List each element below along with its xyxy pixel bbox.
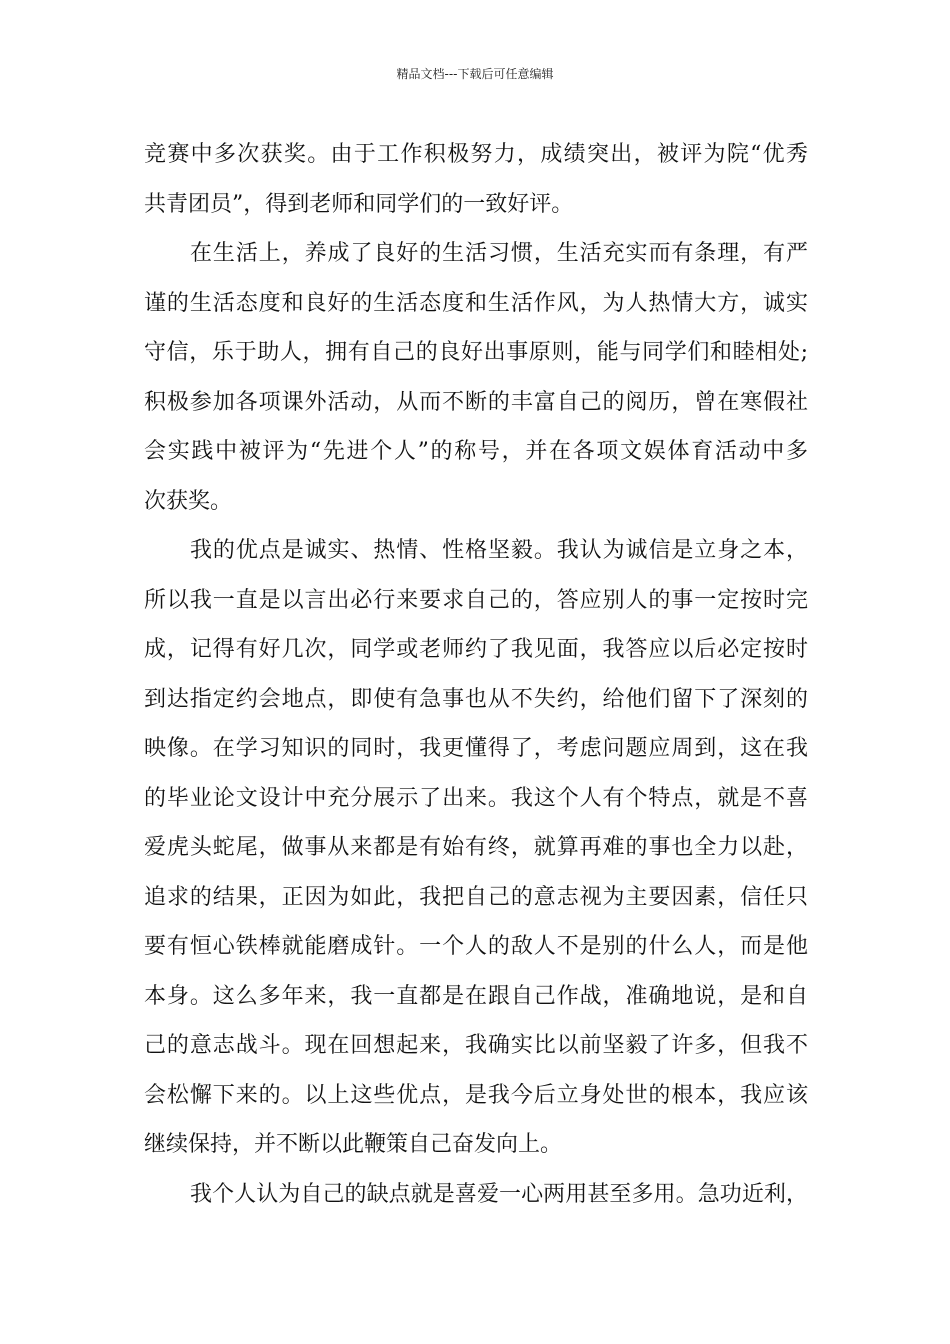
text-line: 己的意志战斗。现在回想起来，我确实比以前坚毅了许多，但我不	[144, 1033, 808, 1058]
text-line: 共青团员”，得到老师和同学们的一致好评。	[144, 191, 574, 217]
text-line: 会松懈下来的。以上这些优点，是我今后立身处世的根本，我应该	[144, 1082, 808, 1108]
text-line: 我个人认为自己的缺点就是喜爱一心两用甚至多用。急功近利，	[190, 1181, 808, 1207]
text-line: 继续保持，并不断以此鞭策自己奋发向上。	[144, 1132, 563, 1157]
text-line: 的毕业论文设计中充分展示了出来。我这个人有个特点，就是不喜	[144, 785, 808, 811]
text-line: 守信，乐于助人，拥有自己的良好出事原则，能与同学们和睦相处;	[144, 340, 808, 365]
text-line: 在生活上，养成了良好的生活习惯，生活充实而有条理，有严	[190, 241, 808, 266]
text-line: 成，记得有好几次，同学或老师约了我见面，我答应以后必定按时	[144, 637, 808, 662]
text-line: 映像。在学习知识的同时，我更懂得了，考虑问题应周到，这在我	[144, 736, 808, 761]
text-line: 积极参加各项课外活动，从而不断的丰富自己的阅历，曾在寒假社	[144, 389, 808, 415]
page-header: 精品文档---下载后可任意编辑	[396, 67, 554, 81]
text-line: 追求的结果，正因为如此，我把自己的意志视为主要因素，信任只	[144, 884, 808, 910]
text-line: 要有恒心铁棒就能磨成针。一个人的敌人不是别的什么人，而是他	[144, 934, 808, 959]
document-body	[144, 130, 808, 1219]
text-line: 谨的生活态度和良好的生活态度和生活作风，为人热情大方，诚实	[144, 290, 808, 316]
text-line: 所以我一直是以言出必行来要求自己的，答应别人的事一定按时完	[144, 587, 808, 613]
text-line: 竞赛中多次获奖。由于工作积极努力，成绩突出，被评为院“优秀	[144, 142, 808, 167]
text-line: 到达指定约会地点，即使有急事也从不失约，给他们留下了深刻的	[144, 686, 808, 712]
text-line: 本身。这么多年来，我一直都是在跟自己作战，准确地说，是和自	[144, 983, 808, 1009]
text-line: 我的优点是诚实、热情、性格坚毅。我认为诚信是立身之本，	[190, 538, 808, 563]
text-line: 爱虎头蛇尾，做事从来都是有始有终，就算再难的事也全力以赴，	[144, 835, 808, 860]
text-line: 会实践中被评为“先进个人”的称号，并在各项文娱体育活动中多	[144, 439, 808, 464]
text-line: 次获奖。	[144, 488, 233, 514]
